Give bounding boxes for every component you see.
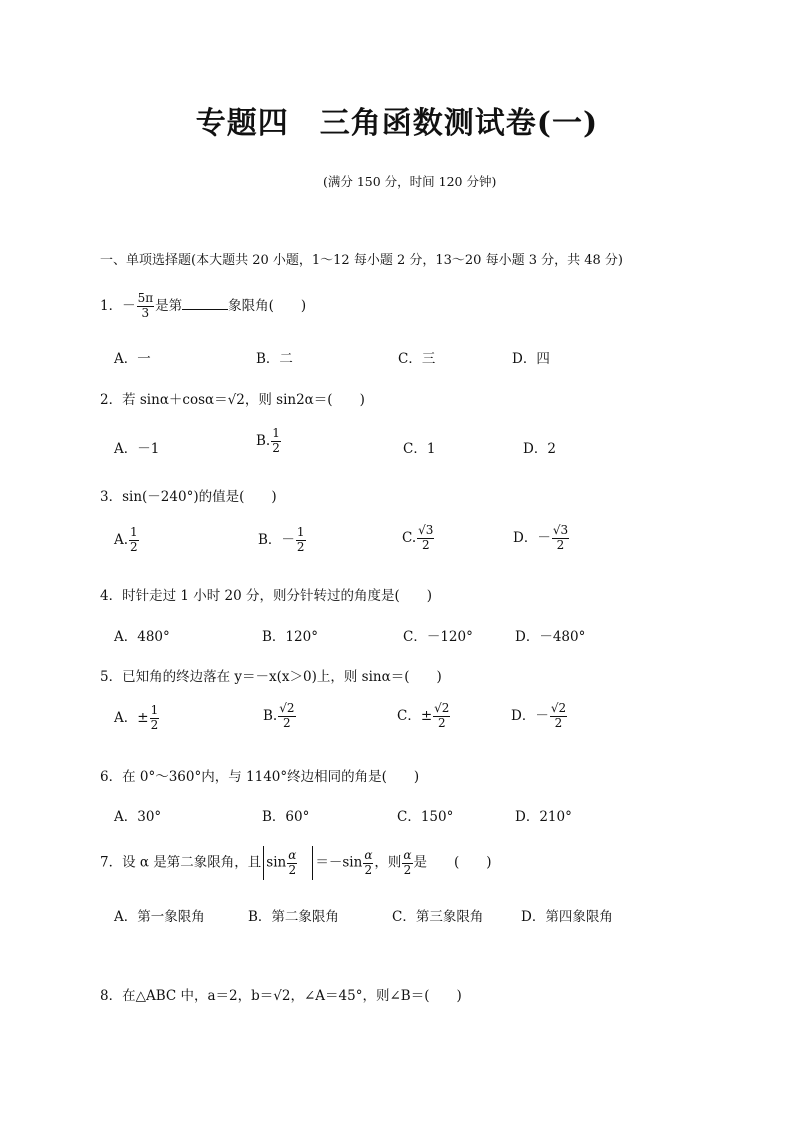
q5-b-fraction: [278, 702, 295, 731]
q6-option-b[interactable]: B．60°: [262, 809, 310, 825]
q7-abs-left: [263, 846, 264, 880]
q4-option-a[interactable]: A．480°: [114, 629, 170, 645]
question-7: [100, 846, 492, 880]
q5-option-d[interactable]: [511, 702, 568, 731]
q2-b-label: B.: [256, 432, 271, 449]
q1-text: 是第: [155, 297, 183, 314]
q7-then: ，则: [374, 854, 402, 871]
q7-frac2-den: 2: [364, 862, 373, 877]
q5-c-fraction: [433, 702, 450, 731]
q5-c-den: 2: [437, 715, 446, 730]
q3-b-den: 2: [296, 539, 305, 554]
q1-blank: [182, 299, 228, 310]
q7-frac3-den: 2: [403, 862, 412, 877]
q2-option-c[interactable]: C．1: [403, 441, 436, 457]
q3-option-d[interactable]: [513, 524, 570, 553]
q1-option-a[interactable]: A．一: [114, 351, 151, 367]
q3-c-fraction: [417, 524, 434, 553]
q5-d-fraction: [550, 702, 567, 731]
q7-option-b[interactable]: B．第二象限角: [248, 909, 339, 925]
q5-option-a[interactable]: [114, 704, 160, 733]
q1-frac-num: 5π: [137, 291, 154, 305]
q1-minus: －: [122, 297, 136, 314]
exam-info: (满分 150 分，时间 120 分钟): [323, 174, 497, 189]
q3-a-den: 2: [130, 539, 138, 554]
question-3: 3．sin(－240°)的值是( ): [100, 489, 277, 505]
q5-a-den: 2: [150, 717, 159, 732]
q3-d-fraction: [552, 524, 569, 553]
q6-option-d[interactable]: D．210°: [515, 809, 572, 825]
q5-a-label: A．±: [114, 709, 149, 726]
q5-d-den: 2: [554, 715, 563, 730]
q3-b-fraction: [296, 526, 306, 555]
question-6: 6．在 0°～360°内，与 1140°终边相同的角是( ): [100, 769, 420, 785]
q7-pre: 7．设 α 是第二象限角，且: [100, 854, 262, 871]
q5-option-b[interactable]: [263, 702, 297, 731]
q6-option-c[interactable]: C．150°: [397, 809, 454, 825]
q3-b-label: B．－: [258, 531, 295, 548]
q3-c-den: 2: [421, 537, 430, 552]
q4-option-d[interactable]: D．－480°: [515, 629, 586, 645]
question-2: 2．若 sinα＋cosα＝√2，则 sin2α＝( ): [100, 392, 365, 408]
q3-a-label: A.: [114, 531, 129, 548]
q1-option-c[interactable]: C．三: [398, 351, 436, 367]
q5-a-fraction: [150, 704, 160, 733]
q7-frac-1: [287, 849, 297, 878]
question-5: 5．已知角的终边落在 y＝－x(x＞0)上，则 sinα＝( ): [100, 669, 442, 685]
q7-frac-2: [363, 849, 373, 878]
question-1: [100, 292, 306, 321]
q4-option-b[interactable]: B．120°: [262, 629, 318, 645]
q3-a-num: 1: [130, 525, 138, 539]
q7-option-c[interactable]: C．第三象限角: [392, 909, 484, 925]
q7-frac3-num: α: [403, 847, 412, 862]
q1-fraction: [137, 292, 155, 321]
q3-d-label: D．－: [513, 529, 551, 546]
q5-c-label: C．±: [397, 707, 433, 724]
q7-abs-right: [312, 846, 313, 880]
q7-frac1-den: 2: [288, 862, 297, 877]
q3-c-label: C.: [402, 529, 417, 546]
q3-option-c[interactable]: [402, 524, 435, 553]
q7-post: 是 ( ): [413, 854, 492, 871]
q7-frac2-num: α: [364, 847, 373, 862]
q5-c-num: √2: [434, 701, 450, 715]
q5-d-label: D．－: [511, 707, 549, 724]
q3-a-fraction: [129, 526, 139, 555]
q5-a-num: 1: [150, 703, 159, 717]
q1-number: 1．: [100, 297, 123, 314]
q7-option-a[interactable]: A．第一象限角: [114, 909, 205, 925]
q2-option-b[interactable]: [256, 427, 282, 456]
q7-mid: ＝－sin: [315, 854, 363, 871]
section-heading: 一、单项选择题(本大题共 20 小题，1～12 每小题 2 分，13～20 每小题 3 分，共 48 分): [100, 253, 623, 268]
q5-b-label: B.: [263, 707, 278, 724]
q3-b-num: 1: [296, 525, 305, 539]
q4-option-c[interactable]: C．－120°: [403, 629, 473, 645]
q3-d-den: 2: [556, 537, 565, 552]
page-title: 专题四 三角函数测试卷(一): [195, 106, 599, 141]
question-8: 8．在△ABC 中，a＝2，b＝√2，∠A＝45°，则∠B＝( ): [100, 988, 462, 1004]
q2-b-den: 2: [272, 440, 280, 455]
q2-b-num: 1: [272, 426, 280, 440]
q3-d-num: √3: [552, 523, 569, 537]
q6-option-a[interactable]: A．30°: [114, 809, 162, 825]
q2-option-d[interactable]: D．2: [523, 441, 556, 457]
q1-option-d[interactable]: D．四: [512, 351, 550, 367]
q5-b-den: 2: [283, 715, 291, 730]
q3-c-num: √3: [418, 523, 434, 537]
q2-option-a[interactable]: A．－1: [114, 441, 160, 457]
q2-b-fraction: [271, 427, 281, 456]
q7-frac1-num: α: [288, 847, 297, 862]
q3-option-b[interactable]: [258, 526, 307, 555]
q5-option-c[interactable]: [397, 702, 451, 731]
q5-b-num: √2: [279, 701, 295, 715]
q3-option-a[interactable]: [114, 526, 140, 555]
q1-text2: 象限角( ): [228, 297, 307, 314]
q1-option-b[interactable]: B．二: [256, 351, 293, 367]
q7-sin: sin: [266, 854, 287, 871]
q7-option-d[interactable]: D．第四象限角: [521, 909, 613, 925]
q5-d-num: √2: [550, 701, 567, 715]
q7-frac-3: [402, 849, 412, 878]
q1-frac-den: 3: [141, 305, 150, 320]
question-4: 4．时针走过 1 小时 20 分，则分针转过的角度是( ): [100, 588, 433, 604]
